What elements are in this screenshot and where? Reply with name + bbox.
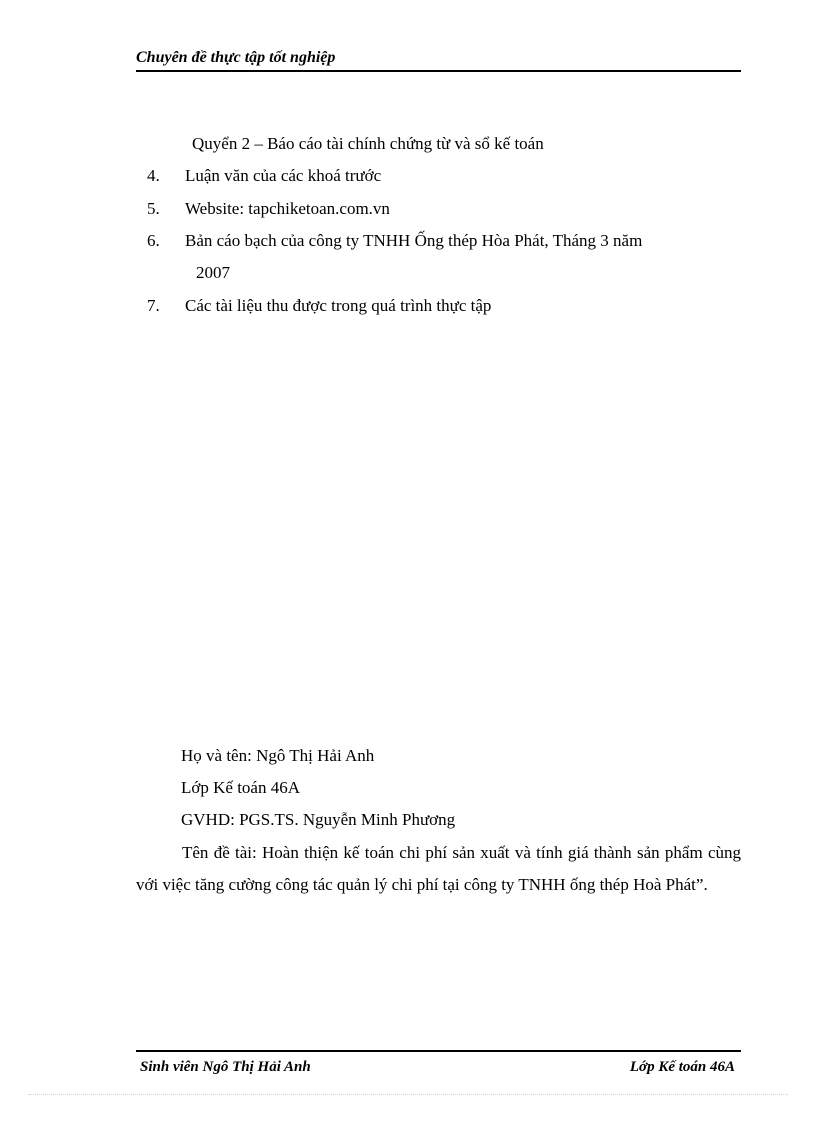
header-title: Chuyên đề thực tập tốt nghiệp	[136, 49, 336, 66]
page-header	[136, 48, 741, 72]
reference-item: Bản cáo bạch của công ty TNHH Ống thép Hòa Phát, Tháng 3 năm	[185, 231, 643, 250]
student-name: Họ và tên: Ngô Thị Hải Anh	[181, 746, 375, 765]
page-bottom-divider	[28, 1094, 788, 1095]
footer-student: Sinh viên Ngô Thị Hải Anh	[140, 1059, 311, 1075]
footer-class: Lớp Kế toán 46A	[629, 1059, 735, 1075]
reference-number: 5.	[147, 199, 160, 218]
reference-number: 4.	[147, 166, 160, 185]
reference-number: 7.	[147, 296, 160, 315]
reference-item: Luận văn của các khoá trước	[185, 166, 382, 185]
reference-number: 6.	[147, 231, 160, 250]
reference-item: Các tài liệu thu được trong quá trình thực tập	[185, 296, 492, 315]
page-footer	[136, 1050, 741, 1078]
reference-item-continuation: 2007	[196, 263, 230, 282]
advisor: GVHD: PGS.TS. Nguyễn Minh Phương	[181, 810, 456, 829]
reference-item: Website: tapchiketoan.com.vn	[185, 199, 390, 218]
student-class: Lớp Kế toán 46A	[181, 778, 300, 797]
reference-continuation: Quyển 2 – Báo cáo tài chính chứng từ và sổ kế toán	[192, 134, 544, 153]
thesis-topic: Tên đề tài: Hoàn thiện kế toán chi phí sản xuất và tính giá thành sản phẩm cùng với việc tăng cường công tác quản lý chi phí tại công ty TNHH ống thép Hoà Phát”.	[136, 843, 741, 894]
